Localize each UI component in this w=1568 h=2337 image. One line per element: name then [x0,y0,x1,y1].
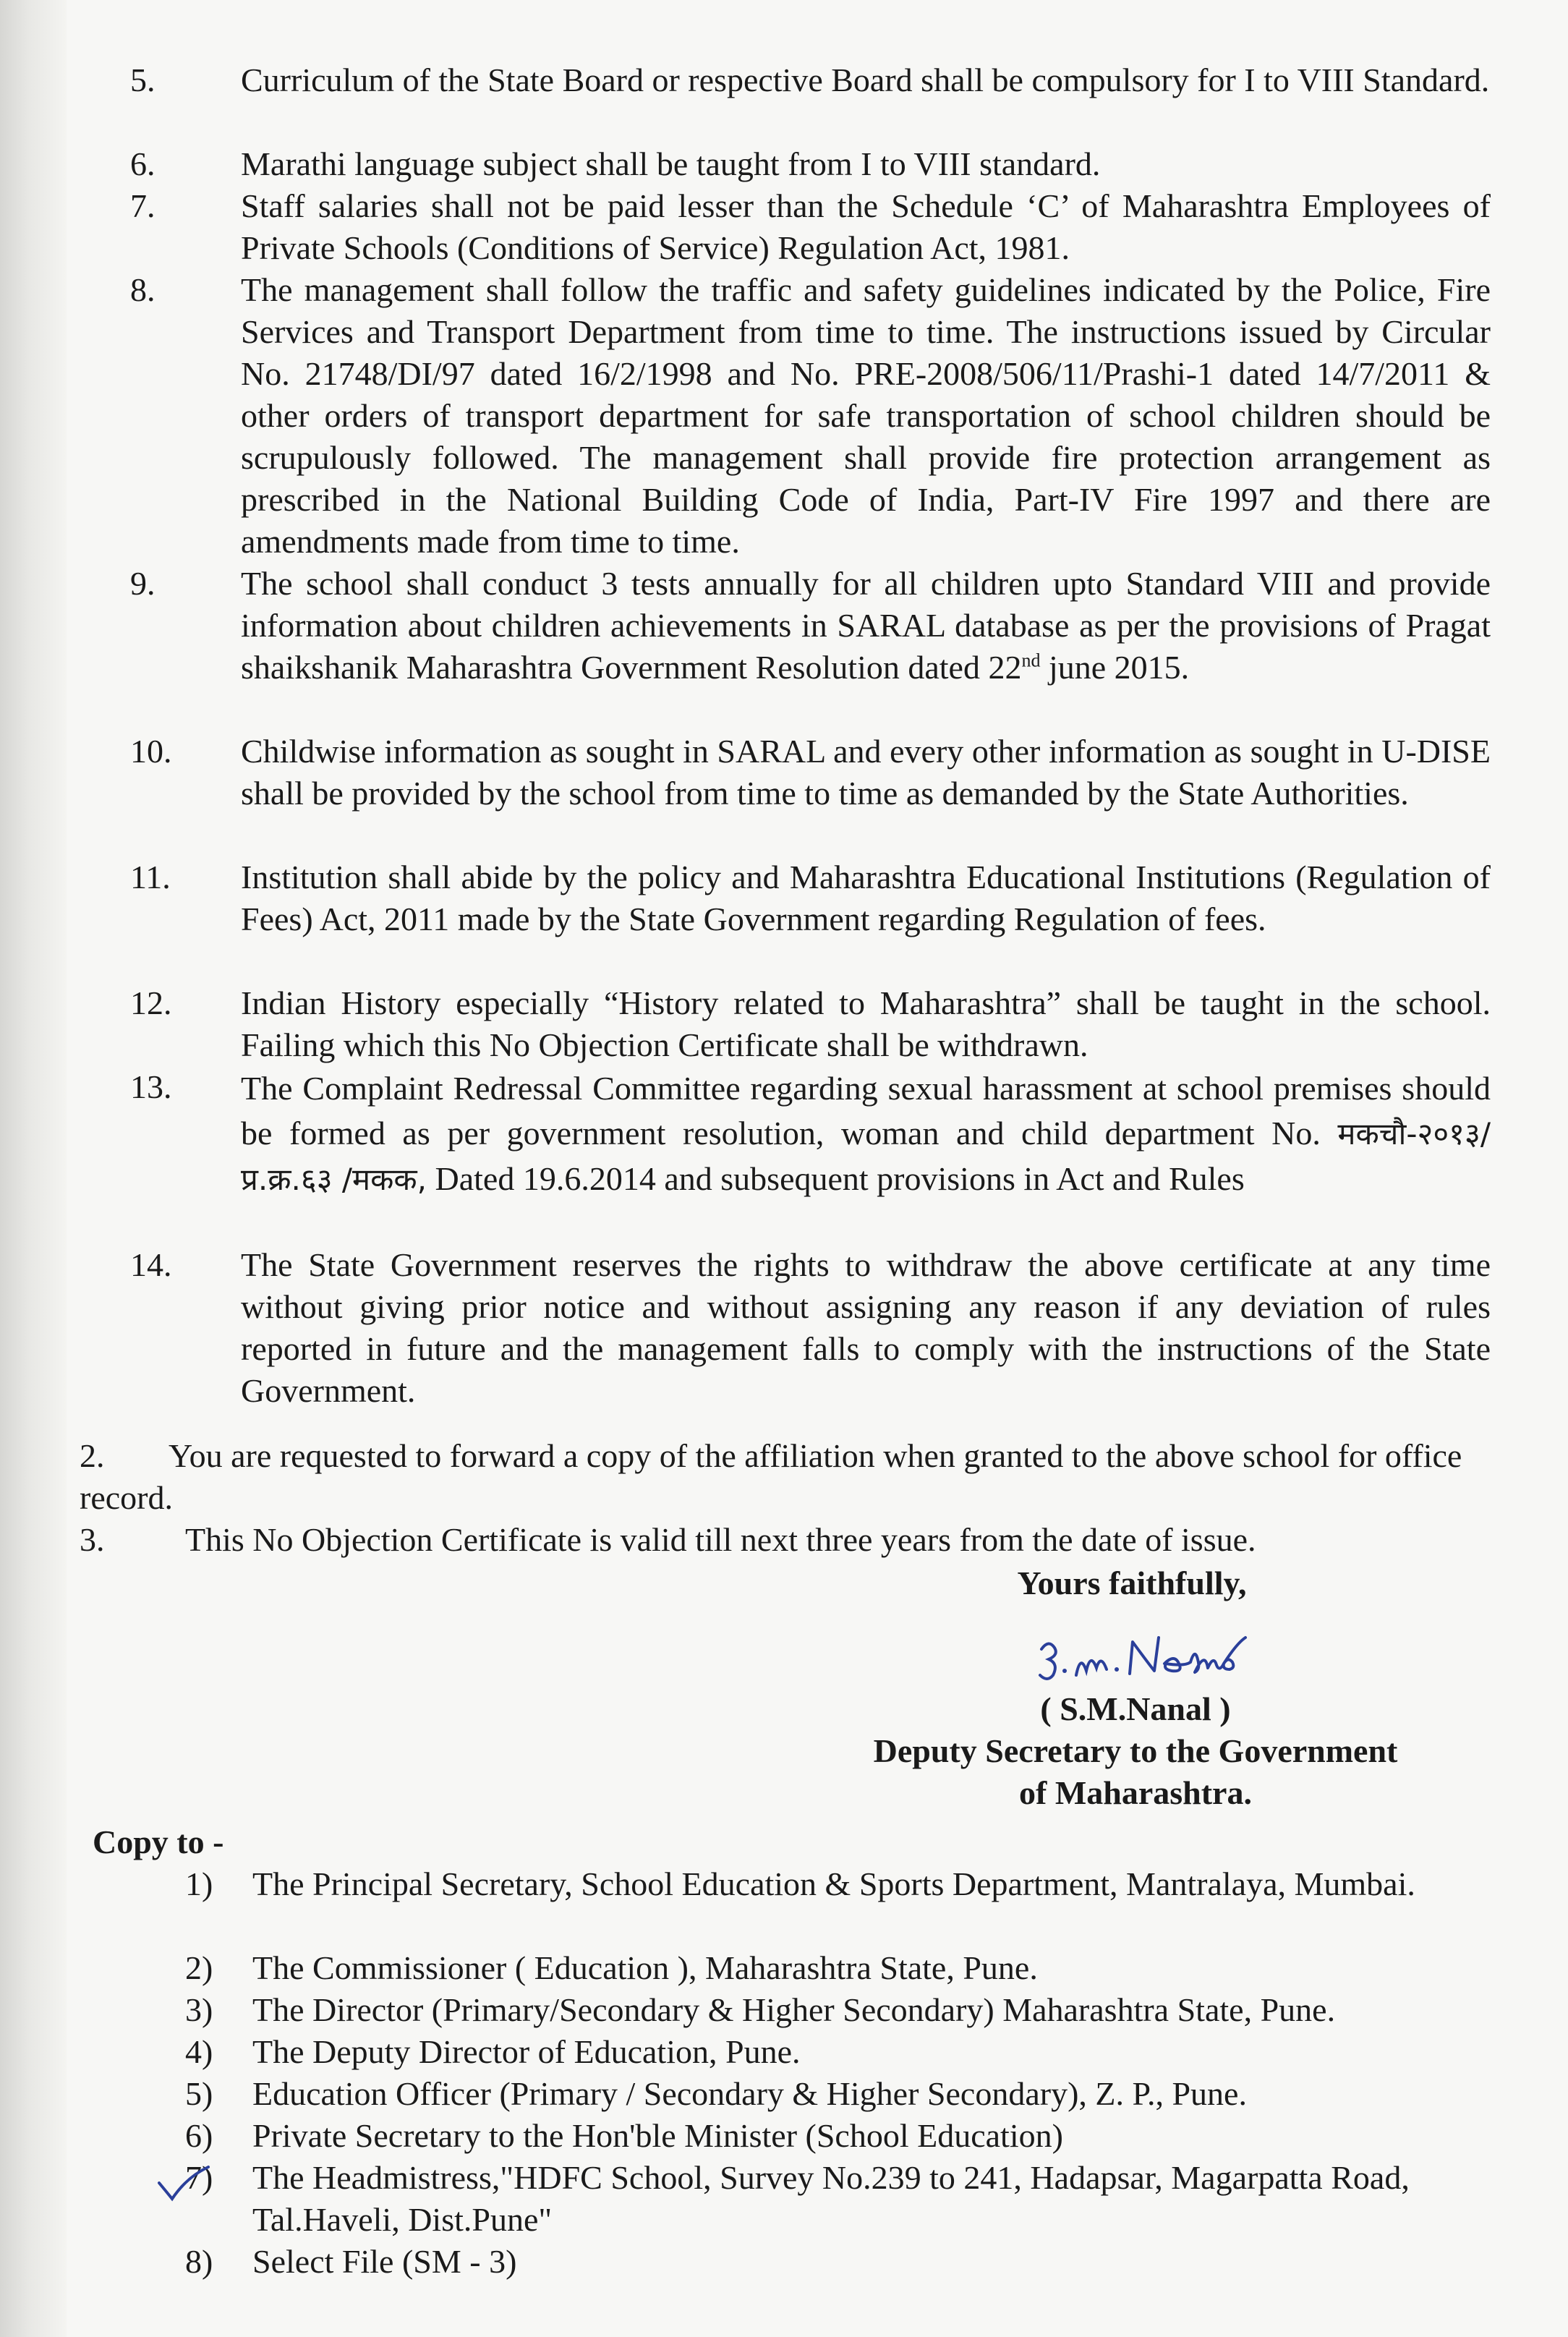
copy-item-text: The Director (Primary/Secondary & Higher Secondary) Maharashtra State, Pune. [252,1991,1336,2028]
condition-text: Staff salaries shall not be paid lesser than the Schedule ‘C’ of Maharashtra Employees of Private Schools (Conditions of Service) Regulation Act, 1981. [241,187,1491,266]
condition-number: 11. [130,859,171,895]
copy-to-heading: Copy to - [93,1823,224,1860]
condition-text-part: The school shall conduct 3 tests annually for all children upto Standard VIII and provide information about children achievements in SARAL database as per the provisions of Pragat shaikshanik Maharashtra Government Resolution dated 22 [241,565,1491,686]
condition-text-part: The Complaint Redressal Committee regarding sexual harassment at school premises should be formed as per government resolution, woman and child department No. [241,1070,1491,1152]
copy-item-text: The Deputy Director of Education, Pune. [252,2033,801,2070]
condition-text: Childwise information as sought in SARAL and every other information as sought in U-DISE shall be provided by the school from time to time as demanded by the State Authorities. [241,733,1491,812]
signatory-designation: of Maharashtra. [1019,1774,1252,1811]
condition-text: Marathi language subject shall be taught from I to VIII standard. [241,145,1101,182]
salutation: Yours faithfully, [1017,1565,1247,1601]
condition-text-part: Dated 19.6.2014 and subsequent provisions in Act and Rules [427,1160,1245,1197]
condition-text [241,1066,1491,1202]
copy-item-text: The Commissioner ( Education ), Maharashtra State, Pune. [252,1949,1038,1986]
copy-item-number: 4) [185,2033,213,2070]
condition-number: 7. [130,187,155,224]
condition-text: Indian History especially “History related to Maharashtra” shall be taught in the school. Failing which this No Objection Certificate shall be withdrawn. [241,984,1491,1063]
copy-item-number: 6) [185,2117,213,2154]
copy-item-number: 2) [185,1949,213,1986]
devanagari-reference: मकचौ-२०१३/ प्र.क्र.६३ /मकक, [241,1116,1491,1197]
tick-mark-icon [155,2163,213,2203]
condition-number: 8. [130,271,155,308]
ordinal-suffix: nd [1021,650,1041,671]
copy-item-text: Education Officer (Primary / Secondary & Higher Secondary), Z. P., Pune. [252,2075,1247,2112]
condition-number: 10. [130,733,172,770]
paragraph-text: This No Objection Certificate is valid till next three years from the date of issue. [185,1521,1256,1558]
condition-text: Institution shall abide by the policy and Maharashtra Educational Institutions (Regulation of Fees) Act, 2011 made by the State Government regarding Regulation of fees. [241,859,1491,937]
condition-number: 13. [130,1068,172,1105]
condition-number: 14. [130,1246,172,1283]
copy-item-number: 5) [185,2075,213,2112]
paragraph-2 [80,1435,1497,1519]
copy-item-number: 1) [185,1865,213,1902]
condition-number: 5. [130,61,155,98]
paragraph-number: 2. [80,1437,105,1474]
signatory-designation: Deputy Secretary to the Government [873,1732,1398,1769]
copy-item-number: 3) [185,1991,213,2028]
condition-number: 12. [130,984,172,1021]
condition-number: 9. [130,565,155,602]
handwritten-signature [1027,1620,1266,1693]
copy-item-text: The Headmistress,"HDFC School, Survey No.239 to 241, Hadapsar, Magarpatta Road, Tal.Haveli, Dist.Pune" [252,2159,1410,2238]
condition-text: The management shall follow the traffic and safety guidelines indicated by the Police, Fire Services and Transport Department from time to time. The instructions issued by Circular No. 21748/DI/97 dated 16/2/1998 and No. PRE-2008/506/11/Prashi-1 dated 14/7/2011 & other orders of transport department for safe transportation of school children should be scrupulously followed. The management shall provide fire protection arrangement as prescribed in the National Building Code of India, Part-IV Fire 1997 and there are amendments made from time to time. [241,271,1491,560]
signatory-name: ( S.M.Nanal ) [1040,1690,1231,1727]
copy-item-number: 7) [185,2159,213,2196]
copy-item-text: The Principal Secretary, School Education & Sports Department, Mantralaya, Mumbai. [252,1865,1415,1902]
condition-text [241,563,1491,689]
condition-text-part: june 2015. [1040,649,1190,686]
paragraph-text: You are requested to forward a copy of the affiliation when granted to the above school for office record. [80,1437,1462,1516]
condition-text: Curriculum of the State Board or respective Board shall be compulsory for I to VIII Standard. [241,61,1490,98]
copy-item-number: 8) [185,2243,213,2280]
paragraph-3 [80,1519,1497,1561]
paragraph-number: 3. [80,1521,105,1558]
condition-text: The State Government reserves the rights to withdraw the above certificate at any time without giving prior notice and without assigning any reason if any deviation of rules reported in future and the management falls to comply with the instructions of the State Government. [241,1246,1491,1409]
condition-number: 6. [130,145,155,182]
copy-item-text: Private Secretary to the Hon'ble Minister (School Education) [252,2117,1063,2154]
copy-item-text: Select File (SM - 3) [252,2243,517,2280]
